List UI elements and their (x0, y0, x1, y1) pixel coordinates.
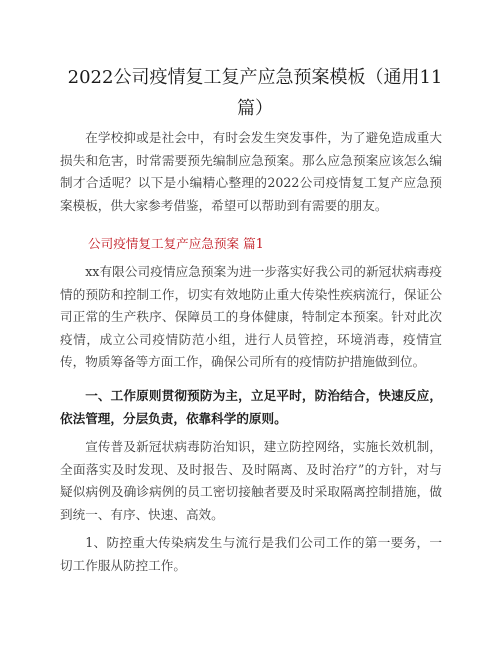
document-title: 2022公司疫情复工复产应急预案模板（通用11篇） (67, 67, 443, 119)
section-heading: 公司疫情复工复产应急预案 篇1 (88, 236, 264, 251)
paragraph-1: xx有限公司疫情应急预案为进一步落实好我公司的新冠状病毒疫情的预防和控制工作，切实有效地防止重大传染性疾病流行，保证公司正常的生产秩序、保障员工的身体健康，特制定本预案。针对此次疫情，成立公司疫情防范小组，进行人员管控，环境消毒，疫情宣传，物质筹备等方面工作，确保公司所有的疫情防护措施做到位。 (60, 264, 442, 369)
paragraph-2: 宣传普及新冠状病毒防治知识，建立防控网络，实施长效机制，全面落实及时发现、及时报告、及时隔离、及时治疗”的方针，对与疑似病例及确诊病例的员工密切接触者要及时采取隔离控制措施，做到统一、有序、快速、高效。 (60, 439, 442, 522)
paragraph-3: 1、防控重大传染病发生与流行是我们公司工作的第一要务，一切工作服从防控工作。 (60, 535, 442, 573)
principle-heading: 一、工作原则贯彻预防为主，立足平时，防治结合，快速反应，依法管理，分层负责，依靠科学的原则。 (60, 388, 442, 426)
intro-paragraph: 在学校抑或是社会中，有时会发生突发事件，为了避免造成重大损失和危害，时常需要预先编制应急预案。那么应急预案应该怎么编制才合适呢？以下是小编精心整理的2022公司疫情复工复产应急预案模板，供大家参考借鉴，希望可以帮助到有需要的朋友。 (60, 130, 442, 213)
